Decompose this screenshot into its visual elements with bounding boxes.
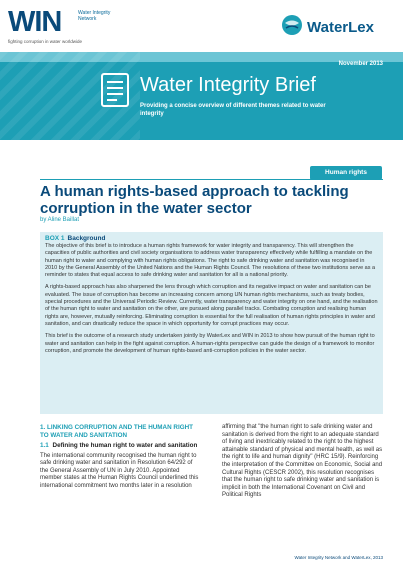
subsection-title: Defining the human right to water and sanitation (52, 442, 198, 449)
subsection-heading (40, 442, 200, 450)
body-text-right: affirming that "the human right to safe drinking water and sanitation is derived from the right to an adequate standard of living and inextricably related to the right to the highest attainable standard of physical and mental health, as well as the right to life and human dignity" (HRC 15/9). Reinforcing the interpretation of the Committee on Economic, Social and Cultural Rights (CESCR 2002), this resolution recognises that the human right to safe drinking water and sanitation is implicit in both the International Covenant on Civil and Political Rights (222, 424, 383, 499)
box-paragraph: A rights-based approach has also sharpened the lens through which corruption and its negative impact on water and sanitation can be evaluated. The issue of corruption has become an increasing concern among UN human rights mechanisms, such as treaty bodies, special procedures and the Universal Periodic Review. Currently, water transparency and water integrity on one hand, and the realisation of the human right to water and sanitation on the other, are pursued along parallel tracks. Combating corruption and realising human rights are, however, mutually reinforcing. Eliminating corruption is essential for the full realisation of human rights principles in water and sanitation, and can drastically reduce the space in which opportunity for corrupt practices may occur. (45, 284, 378, 327)
article-author: by Aline Baillat (40, 217, 80, 223)
banner (0, 52, 403, 140)
article-title: A human rights-based approach to tackling corruption in the water sector (40, 183, 349, 217)
waterlex-logo (267, 10, 387, 40)
left-column (40, 424, 200, 490)
banner-title: Water Integrity Brief (140, 74, 316, 96)
win-tagline: fighting corruption in water worldwide (8, 39, 83, 44)
divider (40, 179, 383, 180)
background-box (40, 232, 383, 414)
banner-subtitle: Providing a concise overview of different themes related to water integrity (140, 103, 326, 117)
section-heading: 1. LINKING CORRUPTION AND THE HUMAN RIGHT TO WATER AND SANITATION (40, 424, 193, 439)
box-heading (45, 235, 378, 242)
waterlex-globe-icon (281, 14, 303, 36)
footer: Water Integrity Network and WaterLex, 2013 (294, 555, 383, 560)
win-logo-subtitle: Water Integrity Network (78, 10, 111, 22)
banner-date: November 2013 (338, 61, 383, 67)
document-icon (100, 72, 130, 108)
win-logo (8, 6, 128, 46)
body-text-left: The international community recognised the human right to safe drinking water and sanitation in Resolution 64/292 of the General Assembly of UN in July 2010. Appointed member states at the Human Rights Council underlined this international commitment two months later in a resolution (40, 452, 199, 489)
box-number: BOX 1 (45, 235, 65, 242)
box-paragraph: The objective of this brief is to introduce a human rights framework for water integrity and transparency. This will strengthen the capacities of public authorities and civil society organisations to address water transparency effectively while fulfilling a mandate on the human right to water and complying with human rights obligations. The right to safe drinking water and sanitation was recognised in 2010 by the General Assembly of the United Nations and the Human Rights Council. The resolutions of these two institutions serve as a reminder to states that equal access to safe drinking water and sanitation for all is a national priority. (45, 243, 376, 279)
waterlex-text: WaterLex (307, 19, 374, 36)
win-logo-text: WIN (8, 6, 62, 38)
box-paragraph: This brief is the outcome of a research study undertaken jointly by WaterLex and WIN in 2013 to show how pursuit of the human right to water and sanitation can help in the fight against corruption. A human-rights perspective can guide the design of a framework to monitor corruption, and promote the development of human rights-based anti-corruption policies in the water sector. (45, 333, 375, 354)
header (0, 0, 403, 52)
right-column (222, 424, 385, 500)
subsection-number: 1.1 (40, 442, 49, 449)
topic-tag (310, 166, 382, 180)
topic-tag-label: Human rights (325, 169, 367, 176)
box-title: Background (67, 235, 106, 242)
